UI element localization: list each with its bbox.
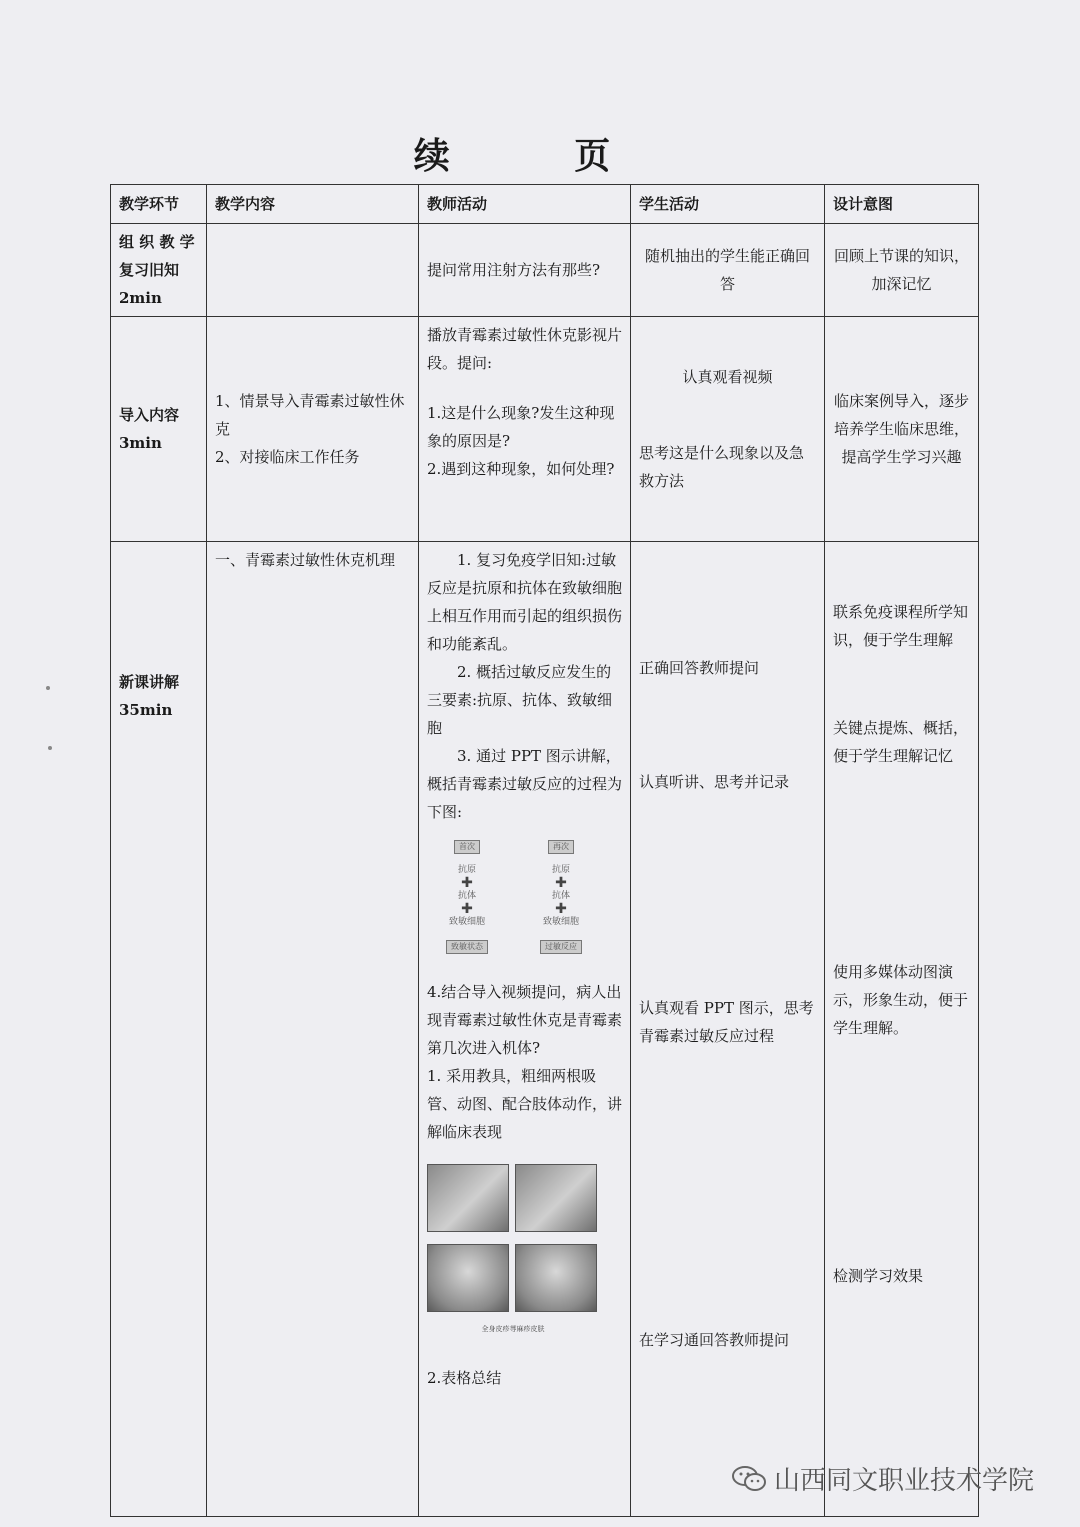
diagram-label: 抗原: [457, 865, 476, 875]
teacher-cell: [419, 224, 631, 317]
table-row: [111, 317, 979, 542]
student-text: 正确回答教师提问: [639, 659, 760, 677]
clinical-photos: [427, 1164, 599, 1334]
content-cell: [207, 224, 419, 317]
clinical-photo: [427, 1164, 509, 1232]
page-title: 续 页: [413, 135, 667, 177]
diagram-label: 再次: [548, 840, 574, 854]
clinical-photo: [427, 1244, 509, 1312]
watermark: [732, 1460, 1034, 1497]
content-text: 1、情景导入青霉素过敏性休克: [215, 392, 405, 438]
teacher-text: 3. 通过 PPT 图示讲解，概括青霉素过敏反应的过程为下图:: [427, 747, 623, 821]
stage-cell: [111, 317, 207, 542]
photo-caption: 全身皮疹荨麻疹皮肤: [481, 1325, 545, 1333]
student-text: 认真听讲、思考并记录: [639, 773, 790, 791]
plus-icon: ✚: [461, 875, 473, 891]
teacher-text: 2.表格总结: [427, 1369, 502, 1387]
diagram-first-exposure: [439, 840, 495, 954]
intent-text: 临床案例导入，逐步培养学生临床思维，提高学生学习兴趣: [833, 392, 969, 466]
stage-duration: 35min: [119, 701, 173, 719]
scan-dot: [48, 746, 52, 750]
intent-cell: [825, 224, 979, 317]
stage-label: 组 织 教 学: [119, 233, 195, 251]
teacher-cell: [419, 317, 631, 542]
stage-label: 新课讲解: [119, 673, 180, 691]
teacher-text: 播放青霉素过敏性休克影视片段。提问:: [427, 326, 623, 372]
plus-icon: ✚: [555, 875, 567, 891]
header-student: 学生活动: [631, 185, 825, 224]
stage-label: 导入内容: [119, 406, 180, 424]
stage-label: 复习旧知: [119, 261, 180, 279]
intent-cell: [825, 317, 979, 542]
diagram-label: 致敏状态: [446, 940, 488, 954]
intent-text: 检测学习效果: [833, 1267, 924, 1285]
student-text: 随机抽出的学生能正确回答: [644, 247, 810, 293]
teacher-cell: [419, 542, 631, 1517]
teacher-text: 1. 采用教具，粗细两根吸管、动图、配合肢体动作，讲解临床表现: [427, 1067, 623, 1141]
intent-text: 回顾上节课的知识，加深记忆: [833, 247, 969, 293]
student-cell: [631, 317, 825, 542]
diagram-label: 过敏反应: [540, 940, 582, 954]
content-cell: [207, 542, 419, 1517]
diagram-second-exposure: [533, 840, 589, 954]
diagram-label: 抗体: [457, 891, 476, 901]
stage-cell: [111, 542, 207, 1517]
student-text: 认真观看视频: [682, 368, 773, 386]
clinical-photo: [515, 1244, 597, 1312]
watermark-text: 山西同文职业技术学院: [774, 1466, 1035, 1496]
stage-duration: 3min: [119, 434, 162, 452]
stage-duration: 2min: [119, 289, 162, 307]
teacher-text: 提问常用注射方法有那些?: [427, 261, 601, 279]
lesson-plan-table: [110, 184, 979, 1517]
teacher-text: 1.这是什么现象?发生这种现象的原因是?: [427, 404, 615, 450]
student-cell: [631, 542, 825, 1517]
teacher-text: 1. 复习免疫学旧知:过敏反应是抗原和抗体在致敏细胞上相互作用而引起的组织损伤和功能紊乱。: [427, 551, 623, 653]
plus-icon: ✚: [555, 901, 567, 917]
student-text: 在学习通回答教师提问: [639, 1331, 790, 1349]
table-row: [111, 542, 979, 1517]
diagram-label: 致敏细胞: [542, 917, 579, 927]
allergy-process-diagram: [439, 840, 589, 968]
content-text: 2、对接临床工作任务: [215, 448, 360, 466]
header-content: 教学内容: [207, 185, 419, 224]
header-intent: 设计意图: [825, 185, 979, 224]
diagram-label: 首次: [454, 840, 480, 854]
clinical-photo: [515, 1164, 597, 1232]
intent-cell: [825, 542, 979, 1517]
diagram-label: 致敏细胞: [448, 917, 485, 927]
table-header-row: [111, 185, 979, 224]
plus-icon: ✚: [461, 901, 473, 917]
table-row: [111, 224, 979, 317]
diagram-label: 抗体: [551, 891, 570, 901]
intent-text: 关键点提炼、概括，便于学生理解记忆: [833, 719, 969, 765]
student-text: 认真观看 PPT 图示，思考青霉素过敏反应过程: [639, 999, 814, 1045]
student-cell: [631, 224, 825, 317]
teacher-text: 2.遇到这种现象，如何处理?: [427, 460, 615, 478]
stage-cell: [111, 224, 207, 317]
teacher-text: 4.结合导入视频提问，病人出现青霉素过敏性休克是青霉素第几次进入机体?: [427, 983, 623, 1057]
wechat-icon: [732, 1465, 766, 1493]
teacher-text: 2. 概括过敏反应发生的三要素:抗原、抗体、致敏细胞: [427, 663, 613, 737]
intent-text: 使用多媒体动图演示，形象生动，便于学生理解。: [833, 963, 969, 1037]
header-teacher: 教师活动: [419, 185, 631, 224]
diagram-label: 抗原: [551, 865, 570, 875]
intent-text: 联系免疫课程所学知识，便于学生理解: [833, 603, 969, 649]
content-cell: [207, 317, 419, 542]
header-stage: 教学环节: [111, 185, 207, 224]
scan-dot: [46, 686, 50, 690]
student-text: 思考这是什么现象以及急救方法: [639, 444, 805, 490]
content-text: 一、青霉素过敏性休克机理: [215, 551, 396, 569]
